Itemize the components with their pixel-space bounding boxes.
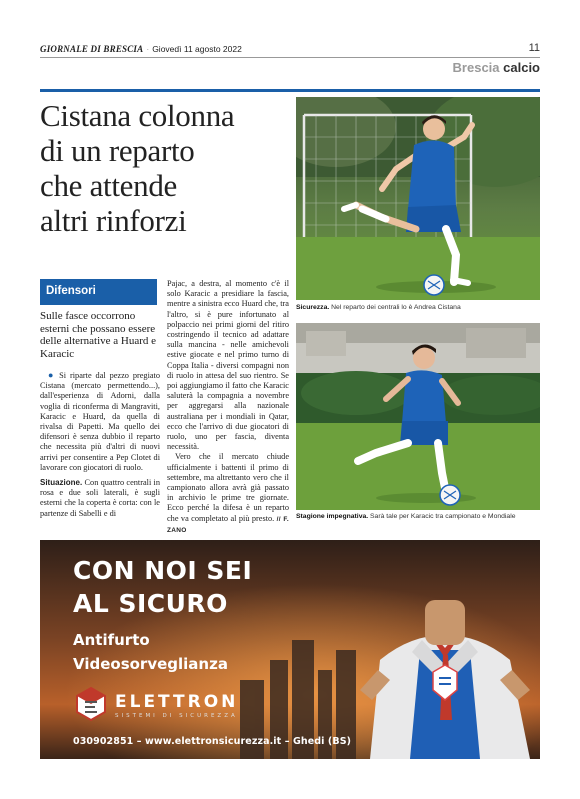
headline-line: altri rinforzi: [40, 203, 187, 238]
ad-contact-line[interactable]: 030902851 – www.elettronsicurezza.it – Ghedi (BS): [73, 736, 352, 747]
article-column-1: [40, 370, 160, 519]
headline-line: Cistana colonna: [40, 98, 235, 133]
masthead-rule: [40, 57, 540, 58]
section-label: [453, 60, 540, 75]
photo-karacic: [296, 323, 540, 510]
player-kicking-illustration: [296, 97, 540, 300]
brand-logo: [73, 686, 273, 726]
page-number: 11: [528, 42, 540, 54]
paragraph: Pajac, a destra, al momento c'è il solo Karacic a presidiare la fascia, mentre a sinistra ecco Huard che, tra l'altro, si è pure infortunato al polpaccio nei primi giorni del ritiro costringendo il tecnico ad adattare sulla mancina - nelle amichevoli estive giocate e nel primo turno di Coppa Italia - diversi compagni non di ruolo in attesa del suo rientro. Se poi aggiungiamo il fatto che Karacic saluterà la compagnia a novembre per aggregarsi alla nazionale australiana per i mondiali in Qatar, ecco che l'arrivo di due giocatori di ruolo, uno per fascia, diventa necessità.: [167, 279, 289, 452]
photo-caption: [296, 304, 461, 311]
caption-lead: Sicurezza.: [296, 304, 330, 311]
article-column-2: [167, 279, 289, 536]
caption-lead: Stagione impegnativa.: [296, 513, 369, 520]
issue-date: Giovedì 11 agosto 2022: [152, 44, 242, 54]
paragraph-lead: Situazione.: [40, 478, 83, 488]
caption-text: Sarà tale per Karacic tra campionato e Mondiale: [368, 513, 516, 520]
headline-line: di un reparto: [40, 133, 195, 168]
section-city: Brescia: [452, 60, 500, 75]
newspaper-name: GIORNALE DI BRESCIA: [40, 44, 144, 54]
paragraph: Si riparte dal pezzo pregiato Cistana (mercato permettendo...), dall'esperienza di Adorni, dalla voglia di riconferma di Mangraviti, Karacic e Huard, da quella di rivalsa di Papetti. Ma quello dei difensori è senza dubbio il reparto che necessita più d'altri di nuovi arrivi per consentire a Pep Clotet di lavorare con giocatori di ruolo.: [40, 371, 161, 472]
player-running-illustration: [296, 323, 540, 510]
article-headline: [40, 98, 290, 238]
headline-line: che attende: [40, 168, 177, 203]
ad-service: Antifurto: [73, 631, 150, 649]
ad-headline-line: AL SICURO: [73, 589, 228, 618]
brand-name: ELETTRON: [115, 692, 239, 712]
advertisement-elettron[interactable]: [40, 540, 540, 759]
author-signature: // F. ZANO: [167, 515, 289, 534]
photo-caption: [296, 513, 516, 520]
masthead-separator: ·: [146, 44, 150, 54]
article-subhead: Sulle fasce occorrono esterni che possano essere delle alternative a Huard e Karacic: [40, 310, 157, 360]
ad-headline: [73, 554, 252, 620]
ad-headline-line: CON NOI SEI: [73, 556, 253, 585]
bullet-icon: ●: [48, 370, 56, 380]
paragraph: Vero che il mercato chiude ufficialmente i battenti il primo di settembre, ma altrettanto vero che il campionato allora avrà già passato in archivio le prime tre giornate. Ecco perché la difesa è un reparto che va completato al più presto.: [167, 452, 289, 523]
brand-tagline: SISTEMI DI SICUREZZA: [115, 713, 238, 719]
section-sport: calcio: [503, 60, 540, 75]
masthead: [40, 44, 540, 58]
ad-service: Videosorveglianza: [73, 655, 228, 673]
section-rule: [40, 89, 540, 92]
hexagon-logo-icon: [73, 686, 109, 722]
photo-cistana: [296, 97, 540, 300]
topic-tag: Difensori: [40, 279, 157, 305]
ad-services: [73, 628, 228, 676]
caption-text: Nel reparto dei centrali lo è Andrea Cistana: [329, 304, 461, 311]
paragraph: Con quattro centrali in rosa e due soli laterali, è sugli esterni che la coperta è corta: con le partenze di Sabelli e di: [40, 478, 160, 518]
